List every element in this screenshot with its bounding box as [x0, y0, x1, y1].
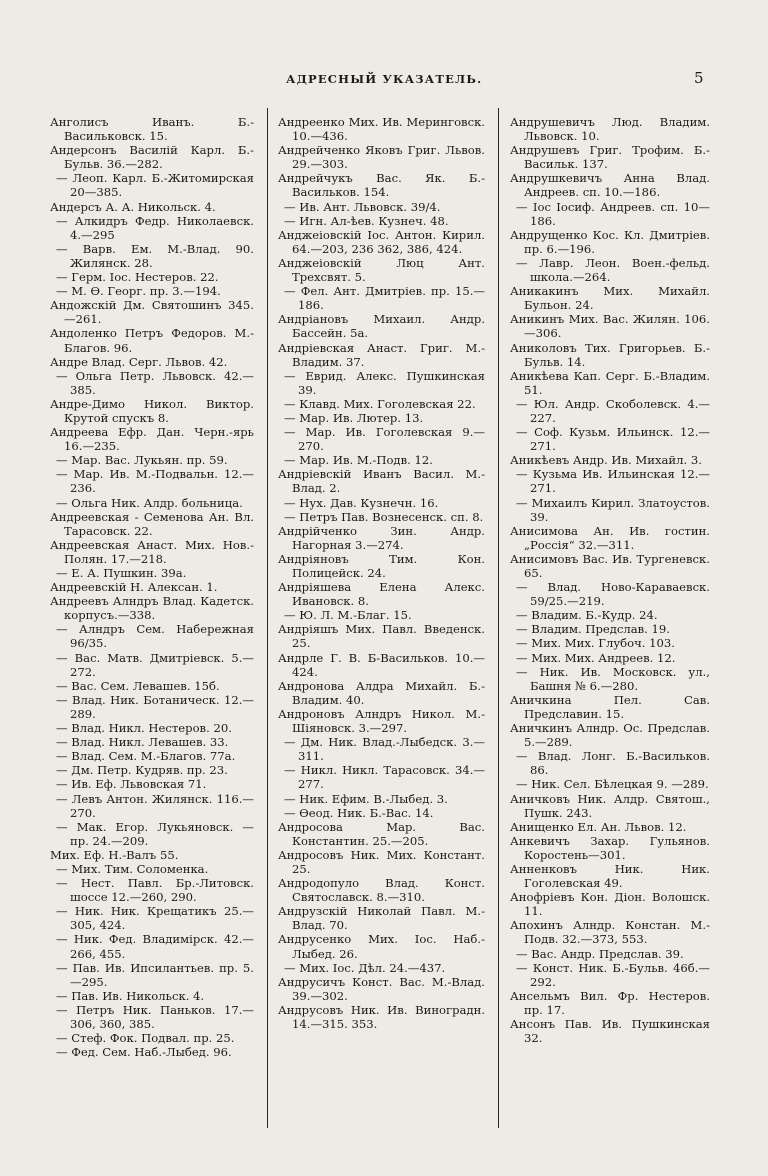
directory-entry: — Игн. Ал-ѣев. Кузнеч. 48.: [284, 213, 449, 228]
directory-entry: Андерсъ А. А. Никольск. 4.: [50, 199, 216, 214]
directory-entry: Анджеіовскій Іос. Антон. Кирил. 64.—203, 236 362, 386, 424.: [278, 227, 485, 256]
directory-entry: Анофріевъ Кон. Діон. Волошск. 11.: [510, 890, 710, 919]
directory-entry: Андріановъ Михаил. Андр. Бассейн. 5а.: [278, 312, 485, 341]
directory-entry: Андріяшъ Мих. Павл. Введенск. 25.: [278, 622, 485, 651]
column-divider: [498, 108, 499, 1128]
directory-entry: Андреевская Анаст. Мих. Нов.-Полян. 17.—218.: [50, 537, 254, 566]
directory-entry: — Петръ Пав. Вознесенск. сп. 8.: [284, 509, 484, 524]
directory-entry: Анисимова Ан. Ив. гостин. „Россія“ 32.—311.: [510, 523, 710, 552]
directory-entry: Андрейчукъ Вас. Як. Б.-Васильков. 154.: [278, 171, 485, 200]
directory-entry: — Соф. Кузьм. Ильинск. 12.—271.: [516, 425, 710, 454]
directory-entry: — Ѳеод. Ник. Б.-Вас. 14.: [284, 805, 434, 820]
directory-entry: — Мих. Мих. Андреев. 12.: [516, 650, 676, 665]
directory-entry: Анисимовъ Вас. Ив. Тургеневск. 65.: [510, 551, 710, 580]
directory-entry: — Мар. Ив. М.-Подв. 12.: [284, 453, 433, 468]
directory-entry: Андрушевъ Григ. Трофим. Б.-Васильк. 137.: [510, 143, 710, 172]
directory-entry: Андреенко Мих. Ив. Меринговск. 10.—436.: [278, 115, 485, 144]
directory-entry: — Мар. Ив. Гоголевская 9.—270.: [284, 425, 485, 454]
directory-entry: — Ник. Ник. Крещатикъ 25.—305, 424.: [56, 904, 254, 933]
directory-entry: — Ю. Л. М.-Благ. 15.: [284, 608, 412, 623]
directory-entry: Аниколовъ Тих. Григорьев. Б.-Бульв. 14.: [510, 340, 710, 369]
directory-entry: Анджеіовскій Люц Ант. Трехсвят. 5.: [278, 255, 485, 285]
directory-entry: — Мар. Ив. М.-Подвальн. 12.—236.: [56, 467, 254, 496]
directory-entry: — Ник. Фед. Владимірск. 42.—266, 455.: [56, 932, 254, 961]
directory-entry: — Алндръ Сем. Набережная 96/35.: [56, 622, 254, 651]
directory-entry: Андрусовъ Ник. Ив. Виноградн. 14.—315. 353.: [278, 1002, 485, 1031]
directory-entry: Аникакинъ Мих. Михайл. Бульон. 24.: [510, 284, 710, 313]
directory-entry: Андроновъ Алндръ Никол. М.-Шіяновск. 3.—297.: [278, 706, 485, 736]
directory-entry: — Вас. Сем. Левашев. 15б.: [56, 678, 220, 693]
directory-entry: Анищенко Ел. Ан. Львов. 12.: [510, 819, 687, 834]
directory-entry: — Влад. Никл. Нестеров. 20.: [56, 721, 232, 736]
directory-entry: Андродопуло Влад. Конст. Святославск. 8.—310.: [278, 876, 485, 905]
directory-entry: — Пав. Ив. Никольск. 4.: [56, 988, 205, 1003]
directory-entry: — Ив. Еф. Львовская 71.: [56, 777, 207, 792]
directory-entry: — Нух. Дав. Кузнечн. 16.: [284, 495, 439, 510]
directory-entry: — Михаилъ Кирил. Златоустов. 39.: [516, 495, 710, 524]
directory-entry: Андреевская - Семенова Ан. Вл. Тарасовск. 22.: [50, 509, 254, 538]
directory-entry: — Клавд. Мих. Гоголевская 22.: [284, 396, 476, 411]
directory-entry: — Варв. Ем. М.-Влад. 90. Жилянск. 28.: [56, 241, 254, 270]
directory-entry: — Вас. Матв. Дмитріевск. 5.—272.: [56, 650, 254, 679]
directory-entry: Андрушевичъ Люд. Владим. Львовск. 10.: [510, 115, 710, 144]
directory-entry: — Е. А. Пушкин. 39а.: [56, 566, 187, 580]
directory-entry: Андре Влад. Серг. Львов. 42.: [50, 354, 228, 369]
page-number: 5: [694, 69, 704, 87]
page-title: АДРЕСНЫЙ УКАЗАТЕЛЬ.: [286, 72, 483, 86]
directory-entry: — Владим. Б.-Кудр. 24.: [516, 608, 658, 623]
directory-entry: Андрійченко Зин. Андр. Нагорная 3.—274.: [278, 523, 485, 552]
directory-entry: — Кузьма Ив. Ильинская 12.—271.: [516, 467, 710, 496]
directory-entry: Анкевичъ Захар. Гульянов. Коростень—301.: [510, 833, 710, 862]
directory-entry: — Ольга Ник. Алдр. больница.: [56, 495, 243, 510]
directory-entry: — Стеф. Фок. Подвал. пр. 25.: [56, 1031, 235, 1046]
directory-entry: — Мих. Тим. Соломенка.: [56, 861, 209, 876]
directory-entry: Ансонъ Пав. Ив. Пушкинская 32.: [510, 1017, 710, 1046]
directory-entry: Андріевская Анаст. Григ. М.-Владим. 37.: [278, 340, 485, 369]
directory-entry: Андріяновъ Тим. Кон. Полицейск. 24.: [278, 551, 485, 580]
directory-entry: Андрусичъ Конст. Вас. М.-Влад. 39.—302.: [278, 974, 485, 1003]
directory-entry: — Ник. Ив. Московск. ул., Башня № 6.—280.: [516, 664, 710, 693]
column-2: [278, 115, 485, 1031]
directory-entry: — Владим. Предслав. 19.: [516, 622, 670, 637]
directory-entry: Андреевскій Н. Алексан. 1.: [50, 580, 218, 595]
directory-entry: — Мих. Мих. Глубоч. 103.: [516, 636, 675, 651]
directory-entry: Андрейченко Яковъ Григ. Львов. 29.—303.: [278, 143, 485, 172]
directory-entry: — Фед. Сем. Наб.-Лыбед. 96.: [56, 1045, 232, 1060]
directory-entry: — Влад. Ново-Караваевск. 59/25.—219.: [516, 580, 710, 609]
directory-entry: Мих. Еф. Н.-Валъ 55.: [50, 847, 179, 862]
column-1: [50, 115, 254, 1059]
directory-entry: — Пав. Ив. Ипсилантьев. пр. 5.—295.: [56, 960, 254, 989]
directory-entry: Андреева Ефр. Дан. Черн.-ярь 16.—235.: [50, 425, 254, 454]
directory-entry: — Конст. Ник. Б.-Бульв. 46б.—292.: [516, 960, 710, 989]
directory-entry: Андреевъ Алндръ Влад. Кадетск. корпусъ.—338.: [50, 594, 254, 623]
directory-entry: — Мак. Егор. Лукьяновск. — пр. 24.—209.: [56, 819, 254, 848]
directory-entry: — Ник. Сел. Бѣлецкая 9. —289.: [516, 777, 709, 792]
directory-entry: — Іос Іосиф. Андреев. сп. 10—186.: [516, 199, 710, 228]
directory-entry: Андрузскій Николай Павл. М.-Влад. 70.: [278, 904, 485, 933]
directory-entry: — Нест. Павл. Бр.-Литовск. шоссе 12.—260, 290.: [56, 876, 254, 905]
directory-entry: — Дм. Петр. Кудряв. пр. 23.: [56, 763, 228, 778]
column-3: [510, 115, 710, 1045]
directory-entry: Андронова Алдра Михайл. Б.-Владим. 40.: [278, 678, 485, 707]
directory-entry: Андерсонъ Василій Карл. Б.-Бульв. 36.—282.: [50, 143, 254, 172]
directory-entry: Андріевскій Иванъ Васил. М.-Влад. 2.: [278, 467, 485, 496]
directory-entry: — Вас. Андр. Предслав. 39.: [516, 946, 684, 961]
directory-entry: — Влад. Сем. М.-Благов. 77а.: [56, 749, 236, 764]
directory-entry: — Петръ Ник. Паньков. 17.—306, 360, 385.: [56, 1002, 254, 1031]
directory-entry: — Ив. Ант. Львовск. 39/4.: [284, 199, 441, 214]
directory-entry: Андросова Мар. Вас. Константин. 25.—205.: [278, 819, 485, 848]
directory-entry: Аникѣевъ Андр. Ив. Михайл. 3.: [510, 453, 702, 468]
directory-entry: Андрле Г. В. Б-Васильков. 10.—424.: [278, 650, 485, 679]
directory-entry: — Мих. Іос. Дѣл. 24.—437.: [284, 960, 446, 975]
directory-entry: — Левъ Антон. Жилянск. 116.—270.: [56, 791, 254, 820]
directory-entry: Андожскій Дм. Святошинъ 345.—261.: [50, 298, 254, 327]
directory-entry: — Влад. Никл. Левашев. 33.: [56, 735, 229, 750]
directory-entry: — Ник. Ефим. В.-Лыбед. 3.: [284, 791, 448, 806]
directory-entry: — Мар. Ив. Лютер. 13.: [284, 410, 424, 425]
directory-entry: Анненковъ Ник. Ник. Гоголевская 49.: [510, 861, 710, 891]
directory-entry: — Влад. Лонг. Б.-Васильков. 86.: [516, 749, 710, 778]
page-header: [0, 69, 768, 90]
directory-entry: Аничковъ Ник. Алдр. Святош., Пушк. 243.: [510, 791, 710, 820]
directory-entry: — Еврид. Алекс. Пушкинская 39.: [284, 368, 485, 397]
directory-entry: Аничкинъ Алндр. Ос. Предслав. 5.—289.: [510, 721, 710, 750]
directory-entry: Андросовъ Ник. Мих. Констант. 25.: [278, 847, 485, 876]
directory-entry: Аничкина Пел. Сав. Предславин. 15.: [510, 692, 710, 721]
directory-entry: Ансельмъ Вил. Фр. Нестеров. пр. 17.: [510, 988, 710, 1017]
directory-entry: — Влад. Ник. Ботаническ. 12.—289.: [56, 692, 254, 721]
directory-entry: Андрущенко Кос. Кл. Дмитріев. пр. 6.—196.: [510, 227, 710, 256]
directory-entry: — Лавр. Леон. Воен.-фельд. школа.—264.: [516, 255, 710, 285]
directory-entry: Аникѣева Кап. Серг. Б.-Владим. 51.: [510, 368, 710, 397]
directory-entry: Андре-Димо Никол. Виктор. Крутой спускъ 8.: [50, 396, 254, 425]
directory-entry: — Юл. Андр. Скоболевск. 4.—227.: [516, 396, 710, 425]
directory-entry: Андрусенко Мих. Іос. Наб.-Лыбед. 26.: [278, 932, 485, 961]
directory-entry: Андоленко Петръ Федоров. М.-Благов. 96.: [50, 326, 254, 355]
directory-entry: Аникинъ Мих. Вас. Жилян. 106.—306.: [510, 312, 710, 341]
column-divider: [267, 108, 268, 1128]
directory-entry: — Мар. Вас. Лукьян. пр. 59.: [56, 453, 228, 468]
directory-entry: Андріяшева Елена Алекс. Ивановск. 8.: [278, 580, 485, 609]
directory-entry: — Леоп. Карл. Б.-Житомирская 20—385.: [56, 171, 254, 200]
directory-entry: Андрушкевичъ Анна Влад. Андреев. сп. 10.—186.: [510, 171, 710, 200]
directory-entry: — М. Ѳ. Георг. пр. 3.—194.: [56, 284, 221, 299]
directory-entry: — Фел. Ант. Дмитріев. пр. 15.—186.: [284, 284, 485, 313]
directory-entry: — Никл. Никл. Тарасовск. 34.—277.: [284, 763, 485, 792]
directory-entry: — Алкидръ Федр. Николаевск. 4.—295: [56, 213, 254, 242]
directory-entry: Апохинъ Алндр. Констан. М.-Подв. 32.—373, 553.: [510, 918, 710, 947]
directory-entry: — Герм. Іос. Нестеров. 22.: [56, 270, 219, 285]
directory-entry: — Ольга Петр. Львовск. 42.—385.: [56, 368, 254, 397]
directory-entry: Анголисъ Иванъ. Б.-Васильковск. 15.: [50, 115, 254, 144]
directory-entry: — Дм. Ник. Влад.-Лыбедск. 3.—311.: [284, 735, 485, 764]
